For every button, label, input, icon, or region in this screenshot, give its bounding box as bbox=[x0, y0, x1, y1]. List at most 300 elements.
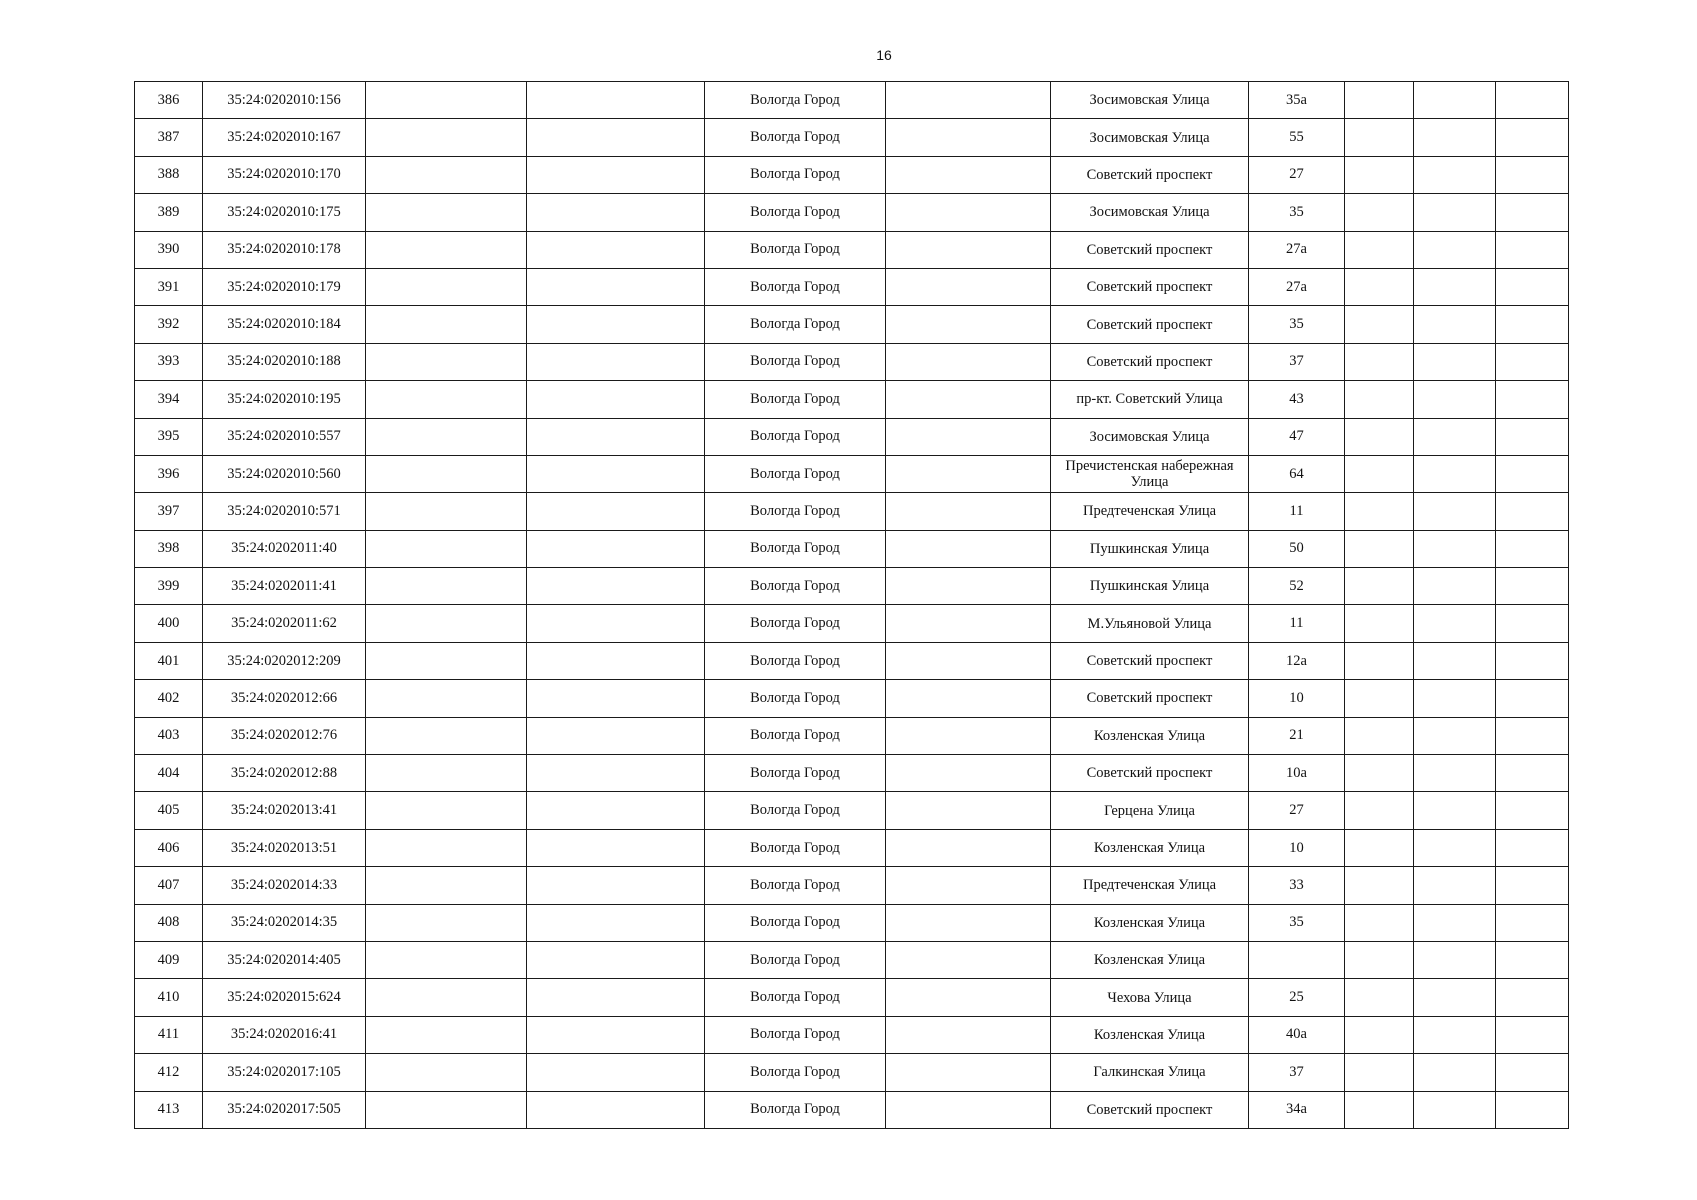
empty-cell-6 bbox=[886, 642, 1051, 679]
empty-cell-9 bbox=[1345, 119, 1414, 156]
empty-cell-10 bbox=[1414, 1054, 1496, 1091]
house-number-cell: 25 bbox=[1249, 979, 1345, 1016]
empty-cell-11 bbox=[1496, 717, 1569, 754]
cadastral-number-cell: 35:24:0202010:557 bbox=[203, 418, 366, 455]
row-number-cell: 399 bbox=[135, 568, 203, 605]
empty-cell-3 bbox=[366, 306, 527, 343]
house-number-cell: 55 bbox=[1249, 119, 1345, 156]
house-number-cell: 21 bbox=[1249, 717, 1345, 754]
table-row bbox=[135, 979, 1569, 1016]
empty-cell-11 bbox=[1496, 867, 1569, 904]
table-row bbox=[135, 568, 1569, 605]
empty-cell-3 bbox=[366, 1054, 527, 1091]
empty-cell-4 bbox=[527, 268, 705, 305]
empty-cell-4 bbox=[527, 1054, 705, 1091]
table-row bbox=[135, 231, 1569, 268]
cadastral-number-cell: 35:24:0202010:184 bbox=[203, 306, 366, 343]
row-number-cell: 390 bbox=[135, 231, 203, 268]
cadastral-number-cell: 35:24:0202011:40 bbox=[203, 530, 366, 567]
cadastral-number-cell: 35:24:0202010:571 bbox=[203, 493, 366, 530]
empty-cell-6 bbox=[886, 979, 1051, 1016]
street-cell: Зосимовская Улица bbox=[1051, 194, 1249, 231]
street-cell: Советский проспект bbox=[1051, 231, 1249, 268]
empty-cell-10 bbox=[1414, 904, 1496, 941]
settlement-cell: Вологда Город bbox=[705, 268, 886, 305]
house-number-cell: 52 bbox=[1249, 568, 1345, 605]
street-cell: М.Ульяновой Улица bbox=[1051, 605, 1249, 642]
empty-cell-10 bbox=[1414, 493, 1496, 530]
empty-cell-11 bbox=[1496, 1091, 1569, 1128]
table-row bbox=[135, 119, 1569, 156]
empty-cell-11 bbox=[1496, 941, 1569, 978]
street-cell: Козленская Улица bbox=[1051, 717, 1249, 754]
empty-cell-3 bbox=[366, 642, 527, 679]
empty-cell-4 bbox=[527, 455, 705, 492]
empty-cell-11 bbox=[1496, 493, 1569, 530]
empty-cell-9 bbox=[1345, 605, 1414, 642]
empty-cell-11 bbox=[1496, 755, 1569, 792]
table-row bbox=[135, 343, 1569, 380]
settlement-cell: Вологда Город bbox=[705, 343, 886, 380]
empty-cell-10 bbox=[1414, 755, 1496, 792]
empty-cell-11 bbox=[1496, 904, 1569, 941]
street-cell: пр-кт. Советский Улица bbox=[1051, 381, 1249, 418]
empty-cell-10 bbox=[1414, 231, 1496, 268]
empty-cell-6 bbox=[886, 82, 1051, 119]
empty-cell-6 bbox=[886, 680, 1051, 717]
empty-cell-10 bbox=[1414, 343, 1496, 380]
empty-cell-10 bbox=[1414, 792, 1496, 829]
house-number-cell: 50 bbox=[1249, 530, 1345, 567]
empty-cell-4 bbox=[527, 829, 705, 866]
empty-cell-4 bbox=[527, 530, 705, 567]
empty-cell-11 bbox=[1496, 530, 1569, 567]
empty-cell-10 bbox=[1414, 119, 1496, 156]
row-number-cell: 398 bbox=[135, 530, 203, 567]
empty-cell-4 bbox=[527, 82, 705, 119]
empty-cell-3 bbox=[366, 792, 527, 829]
empty-cell-4 bbox=[527, 717, 705, 754]
empty-cell-6 bbox=[886, 455, 1051, 492]
empty-cell-9 bbox=[1345, 642, 1414, 679]
empty-cell-9 bbox=[1345, 1054, 1414, 1091]
empty-cell-6 bbox=[886, 568, 1051, 605]
empty-cell-11 bbox=[1496, 792, 1569, 829]
cadastral-number-cell: 35:24:0202010:179 bbox=[203, 268, 366, 305]
empty-cell-10 bbox=[1414, 156, 1496, 193]
empty-cell-9 bbox=[1345, 568, 1414, 605]
house-number-cell: 35 bbox=[1249, 306, 1345, 343]
settlement-cell: Вологда Город bbox=[705, 82, 886, 119]
cadastral-number-cell: 35:24:0202014:33 bbox=[203, 867, 366, 904]
table-row bbox=[135, 268, 1569, 305]
street-cell: Предтеченская Улица bbox=[1051, 867, 1249, 904]
table-row bbox=[135, 1016, 1569, 1053]
settlement-cell: Вологда Город bbox=[705, 455, 886, 492]
cadastral-number-cell: 35:24:0202017:505 bbox=[203, 1091, 366, 1128]
table-row bbox=[135, 455, 1569, 492]
cadastral-number-cell: 35:24:0202013:41 bbox=[203, 792, 366, 829]
table-row bbox=[135, 194, 1569, 231]
street-cell: Зосимовская Улица bbox=[1051, 418, 1249, 455]
empty-cell-9 bbox=[1345, 493, 1414, 530]
house-number-cell: 47 bbox=[1249, 418, 1345, 455]
settlement-cell: Вологда Город bbox=[705, 306, 886, 343]
empty-cell-4 bbox=[527, 1091, 705, 1128]
row-number-cell: 396 bbox=[135, 455, 203, 492]
house-number-cell: 27 bbox=[1249, 156, 1345, 193]
empty-cell-4 bbox=[527, 418, 705, 455]
empty-cell-4 bbox=[527, 904, 705, 941]
empty-cell-6 bbox=[886, 493, 1051, 530]
table-row bbox=[135, 605, 1569, 642]
settlement-cell: Вологда Город bbox=[705, 381, 886, 418]
empty-cell-11 bbox=[1496, 1016, 1569, 1053]
row-number-cell: 395 bbox=[135, 418, 203, 455]
empty-cell-6 bbox=[886, 194, 1051, 231]
empty-cell-11 bbox=[1496, 680, 1569, 717]
settlement-cell: Вологда Город bbox=[705, 904, 886, 941]
house-number-cell bbox=[1249, 941, 1345, 978]
street-cell: Советский проспект bbox=[1051, 642, 1249, 679]
street-cell: Чехова Улица bbox=[1051, 979, 1249, 1016]
empty-cell-4 bbox=[527, 493, 705, 530]
empty-cell-3 bbox=[366, 493, 527, 530]
empty-cell-11 bbox=[1496, 455, 1569, 492]
empty-cell-6 bbox=[886, 306, 1051, 343]
empty-cell-4 bbox=[527, 119, 705, 156]
empty-cell-10 bbox=[1414, 941, 1496, 978]
settlement-cell: Вологда Город bbox=[705, 829, 886, 866]
cadastral-number-cell: 35:24:0202016:41 bbox=[203, 1016, 366, 1053]
table-row bbox=[135, 82, 1569, 119]
table-row bbox=[135, 1054, 1569, 1091]
empty-cell-3 bbox=[366, 268, 527, 305]
cadastral-number-cell: 35:24:0202010:195 bbox=[203, 381, 366, 418]
empty-cell-6 bbox=[886, 1016, 1051, 1053]
cadastral-number-cell: 35:24:0202014:405 bbox=[203, 941, 366, 978]
settlement-cell: Вологда Город bbox=[705, 231, 886, 268]
house-number-cell: 27а bbox=[1249, 231, 1345, 268]
house-number-cell: 34а bbox=[1249, 1091, 1345, 1128]
table-row bbox=[135, 418, 1569, 455]
empty-cell-4 bbox=[527, 680, 705, 717]
settlement-cell: Вологда Город bbox=[705, 979, 886, 1016]
empty-cell-4 bbox=[527, 941, 705, 978]
settlement-cell: Вологда Город bbox=[705, 680, 886, 717]
settlement-cell: Вологда Город bbox=[705, 755, 886, 792]
settlement-cell: Вологда Город bbox=[705, 530, 886, 567]
cadastral-number-cell: 35:24:0202013:51 bbox=[203, 829, 366, 866]
empty-cell-9 bbox=[1345, 381, 1414, 418]
house-number-cell: 27а bbox=[1249, 268, 1345, 305]
row-number-cell: 407 bbox=[135, 867, 203, 904]
row-number-cell: 408 bbox=[135, 904, 203, 941]
row-number-cell: 409 bbox=[135, 941, 203, 978]
empty-cell-6 bbox=[886, 231, 1051, 268]
row-number-cell: 394 bbox=[135, 381, 203, 418]
settlement-cell: Вологда Город bbox=[705, 568, 886, 605]
page-number: 16 bbox=[876, 47, 892, 63]
empty-cell-11 bbox=[1496, 979, 1569, 1016]
empty-cell-6 bbox=[886, 156, 1051, 193]
empty-cell-6 bbox=[886, 1054, 1051, 1091]
empty-cell-3 bbox=[366, 867, 527, 904]
street-cell: Козленская Улица bbox=[1051, 829, 1249, 866]
empty-cell-10 bbox=[1414, 194, 1496, 231]
house-number-cell: 35а bbox=[1249, 82, 1345, 119]
empty-cell-9 bbox=[1345, 717, 1414, 754]
table-row bbox=[135, 1091, 1569, 1128]
house-number-cell: 12а bbox=[1249, 642, 1345, 679]
street-cell: Предтеченская Улица bbox=[1051, 493, 1249, 530]
row-number-cell: 401 bbox=[135, 642, 203, 679]
house-number-cell: 37 bbox=[1249, 343, 1345, 380]
empty-cell-10 bbox=[1414, 605, 1496, 642]
row-number-cell: 404 bbox=[135, 755, 203, 792]
row-number-cell: 392 bbox=[135, 306, 203, 343]
empty-cell-9 bbox=[1345, 194, 1414, 231]
cadastral-number-cell: 35:24:0202010:188 bbox=[203, 343, 366, 380]
street-cell: Советский проспект bbox=[1051, 680, 1249, 717]
row-number-cell: 397 bbox=[135, 493, 203, 530]
empty-cell-3 bbox=[366, 381, 527, 418]
empty-cell-11 bbox=[1496, 156, 1569, 193]
street-cell: Пушкинская Улица bbox=[1051, 568, 1249, 605]
empty-cell-3 bbox=[366, 1016, 527, 1053]
empty-cell-4 bbox=[527, 568, 705, 605]
empty-cell-9 bbox=[1345, 1016, 1414, 1053]
empty-cell-10 bbox=[1414, 979, 1496, 1016]
empty-cell-11 bbox=[1496, 418, 1569, 455]
empty-cell-6 bbox=[886, 268, 1051, 305]
empty-cell-9 bbox=[1345, 343, 1414, 380]
settlement-cell: Вологда Город bbox=[705, 941, 886, 978]
empty-cell-9 bbox=[1345, 792, 1414, 829]
house-number-cell: 40а bbox=[1249, 1016, 1345, 1053]
table-row bbox=[135, 755, 1569, 792]
empty-cell-9 bbox=[1345, 455, 1414, 492]
empty-cell-4 bbox=[527, 605, 705, 642]
settlement-cell: Вологда Город bbox=[705, 418, 886, 455]
cadastral-number-cell: 35:24:0202012:88 bbox=[203, 755, 366, 792]
empty-cell-11 bbox=[1496, 82, 1569, 119]
empty-cell-10 bbox=[1414, 268, 1496, 305]
cadastral-number-cell: 35:24:0202010:178 bbox=[203, 231, 366, 268]
settlement-cell: Вологда Город bbox=[705, 1091, 886, 1128]
table-row bbox=[135, 680, 1569, 717]
empty-cell-3 bbox=[366, 680, 527, 717]
empty-cell-4 bbox=[527, 343, 705, 380]
empty-cell-11 bbox=[1496, 306, 1569, 343]
empty-cell-3 bbox=[366, 1091, 527, 1128]
empty-cell-3 bbox=[366, 82, 527, 119]
register-table bbox=[134, 81, 1569, 1129]
street-cell: Советский проспект bbox=[1051, 156, 1249, 193]
empty-cell-3 bbox=[366, 231, 527, 268]
cadastral-number-cell: 35:24:0202010:175 bbox=[203, 194, 366, 231]
empty-cell-6 bbox=[886, 941, 1051, 978]
empty-cell-6 bbox=[886, 343, 1051, 380]
street-cell: Герцена Улица bbox=[1051, 792, 1249, 829]
empty-cell-3 bbox=[366, 904, 527, 941]
street-cell: Зосимовская Улица bbox=[1051, 82, 1249, 119]
empty-cell-3 bbox=[366, 568, 527, 605]
empty-cell-9 bbox=[1345, 829, 1414, 866]
empty-cell-3 bbox=[366, 941, 527, 978]
table-row bbox=[135, 493, 1569, 530]
row-number-cell: 389 bbox=[135, 194, 203, 231]
empty-cell-9 bbox=[1345, 1091, 1414, 1128]
empty-cell-9 bbox=[1345, 680, 1414, 717]
row-number-cell: 403 bbox=[135, 717, 203, 754]
empty-cell-9 bbox=[1345, 82, 1414, 119]
house-number-cell: 11 bbox=[1249, 605, 1345, 642]
cadastral-number-cell: 35:24:0202010:156 bbox=[203, 82, 366, 119]
empty-cell-11 bbox=[1496, 381, 1569, 418]
table-row bbox=[135, 642, 1569, 679]
row-number-cell: 387 bbox=[135, 119, 203, 156]
settlement-cell: Вологда Город bbox=[705, 119, 886, 156]
empty-cell-11 bbox=[1496, 568, 1569, 605]
empty-cell-4 bbox=[527, 1016, 705, 1053]
empty-cell-6 bbox=[886, 792, 1051, 829]
row-number-cell: 388 bbox=[135, 156, 203, 193]
empty-cell-4 bbox=[527, 194, 705, 231]
empty-cell-11 bbox=[1496, 605, 1569, 642]
settlement-cell: Вологда Город bbox=[705, 156, 886, 193]
table-row bbox=[135, 717, 1569, 754]
street-cell: Зосимовская Улица bbox=[1051, 119, 1249, 156]
empty-cell-11 bbox=[1496, 1054, 1569, 1091]
empty-cell-10 bbox=[1414, 530, 1496, 567]
street-cell: Козленская Улица bbox=[1051, 904, 1249, 941]
house-number-cell: 27 bbox=[1249, 792, 1345, 829]
empty-cell-6 bbox=[886, 829, 1051, 866]
empty-cell-11 bbox=[1496, 194, 1569, 231]
cadastral-number-cell: 35:24:0202010:170 bbox=[203, 156, 366, 193]
table-row bbox=[135, 867, 1569, 904]
empty-cell-10 bbox=[1414, 1091, 1496, 1128]
street-cell: Советский проспект bbox=[1051, 343, 1249, 380]
street-cell: Пречистенская набережная Улица bbox=[1051, 455, 1249, 492]
house-number-cell: 10 bbox=[1249, 680, 1345, 717]
empty-cell-6 bbox=[886, 418, 1051, 455]
cadastral-number-cell: 35:24:0202017:105 bbox=[203, 1054, 366, 1091]
house-number-cell: 35 bbox=[1249, 194, 1345, 231]
empty-cell-10 bbox=[1414, 82, 1496, 119]
cadastral-number-cell: 35:24:0202012:76 bbox=[203, 717, 366, 754]
empty-cell-3 bbox=[366, 418, 527, 455]
empty-cell-6 bbox=[886, 605, 1051, 642]
cadastral-number-cell: 35:24:0202010:167 bbox=[203, 119, 366, 156]
street-cell: Пушкинская Улица bbox=[1051, 530, 1249, 567]
cadastral-number-cell: 35:24:0202011:41 bbox=[203, 568, 366, 605]
table-row bbox=[135, 904, 1569, 941]
empty-cell-4 bbox=[527, 381, 705, 418]
row-number-cell: 413 bbox=[135, 1091, 203, 1128]
empty-cell-11 bbox=[1496, 231, 1569, 268]
settlement-cell: Вологда Город bbox=[705, 792, 886, 829]
row-number-cell: 406 bbox=[135, 829, 203, 866]
row-number-cell: 412 bbox=[135, 1054, 203, 1091]
empty-cell-9 bbox=[1345, 156, 1414, 193]
row-number-cell: 402 bbox=[135, 680, 203, 717]
empty-cell-6 bbox=[886, 1091, 1051, 1128]
empty-cell-6 bbox=[886, 867, 1051, 904]
house-number-cell: 10а bbox=[1249, 755, 1345, 792]
empty-cell-3 bbox=[366, 455, 527, 492]
settlement-cell: Вологда Город bbox=[705, 605, 886, 642]
row-number-cell: 405 bbox=[135, 792, 203, 829]
cadastral-number-cell: 35:24:0202014:35 bbox=[203, 904, 366, 941]
table-row bbox=[135, 829, 1569, 866]
empty-cell-9 bbox=[1345, 867, 1414, 904]
empty-cell-3 bbox=[366, 755, 527, 792]
empty-cell-11 bbox=[1496, 829, 1569, 866]
empty-cell-4 bbox=[527, 156, 705, 193]
empty-cell-10 bbox=[1414, 418, 1496, 455]
table-row bbox=[135, 156, 1569, 193]
empty-cell-3 bbox=[366, 194, 527, 231]
empty-cell-9 bbox=[1345, 755, 1414, 792]
table-row bbox=[135, 792, 1569, 829]
empty-cell-4 bbox=[527, 792, 705, 829]
cadastral-number-cell: 35:24:0202010:560 bbox=[203, 455, 366, 492]
empty-cell-9 bbox=[1345, 418, 1414, 455]
empty-cell-10 bbox=[1414, 717, 1496, 754]
table-row bbox=[135, 381, 1569, 418]
empty-cell-9 bbox=[1345, 530, 1414, 567]
empty-cell-4 bbox=[527, 642, 705, 679]
empty-cell-10 bbox=[1414, 642, 1496, 679]
empty-cell-3 bbox=[366, 156, 527, 193]
street-cell: Козленская Улица bbox=[1051, 941, 1249, 978]
house-number-cell: 64 bbox=[1249, 455, 1345, 492]
settlement-cell: Вологда Город bbox=[705, 867, 886, 904]
empty-cell-4 bbox=[527, 231, 705, 268]
cadastral-number-cell: 35:24:0202012:209 bbox=[203, 642, 366, 679]
empty-cell-10 bbox=[1414, 306, 1496, 343]
empty-cell-6 bbox=[886, 904, 1051, 941]
street-cell: Советский проспект bbox=[1051, 306, 1249, 343]
empty-cell-3 bbox=[366, 343, 527, 380]
cadastral-number-cell: 35:24:0202012:66 bbox=[203, 680, 366, 717]
empty-cell-9 bbox=[1345, 904, 1414, 941]
street-cell: Галкинская Улица bbox=[1051, 1054, 1249, 1091]
register-body bbox=[135, 82, 1569, 1129]
empty-cell-4 bbox=[527, 755, 705, 792]
row-number-cell: 393 bbox=[135, 343, 203, 380]
empty-cell-4 bbox=[527, 979, 705, 1016]
table-row bbox=[135, 306, 1569, 343]
row-number-cell: 386 bbox=[135, 82, 203, 119]
empty-cell-11 bbox=[1496, 119, 1569, 156]
empty-cell-6 bbox=[886, 530, 1051, 567]
empty-cell-11 bbox=[1496, 268, 1569, 305]
cadastral-number-cell: 35:24:0202015:624 bbox=[203, 979, 366, 1016]
empty-cell-9 bbox=[1345, 268, 1414, 305]
row-number-cell: 391 bbox=[135, 268, 203, 305]
empty-cell-10 bbox=[1414, 680, 1496, 717]
empty-cell-10 bbox=[1414, 455, 1496, 492]
street-cell: Советский проспект bbox=[1051, 755, 1249, 792]
row-number-cell: 411 bbox=[135, 1016, 203, 1053]
empty-cell-9 bbox=[1345, 941, 1414, 978]
settlement-cell: Вологда Город bbox=[705, 717, 886, 754]
empty-cell-3 bbox=[366, 717, 527, 754]
empty-cell-3 bbox=[366, 979, 527, 1016]
